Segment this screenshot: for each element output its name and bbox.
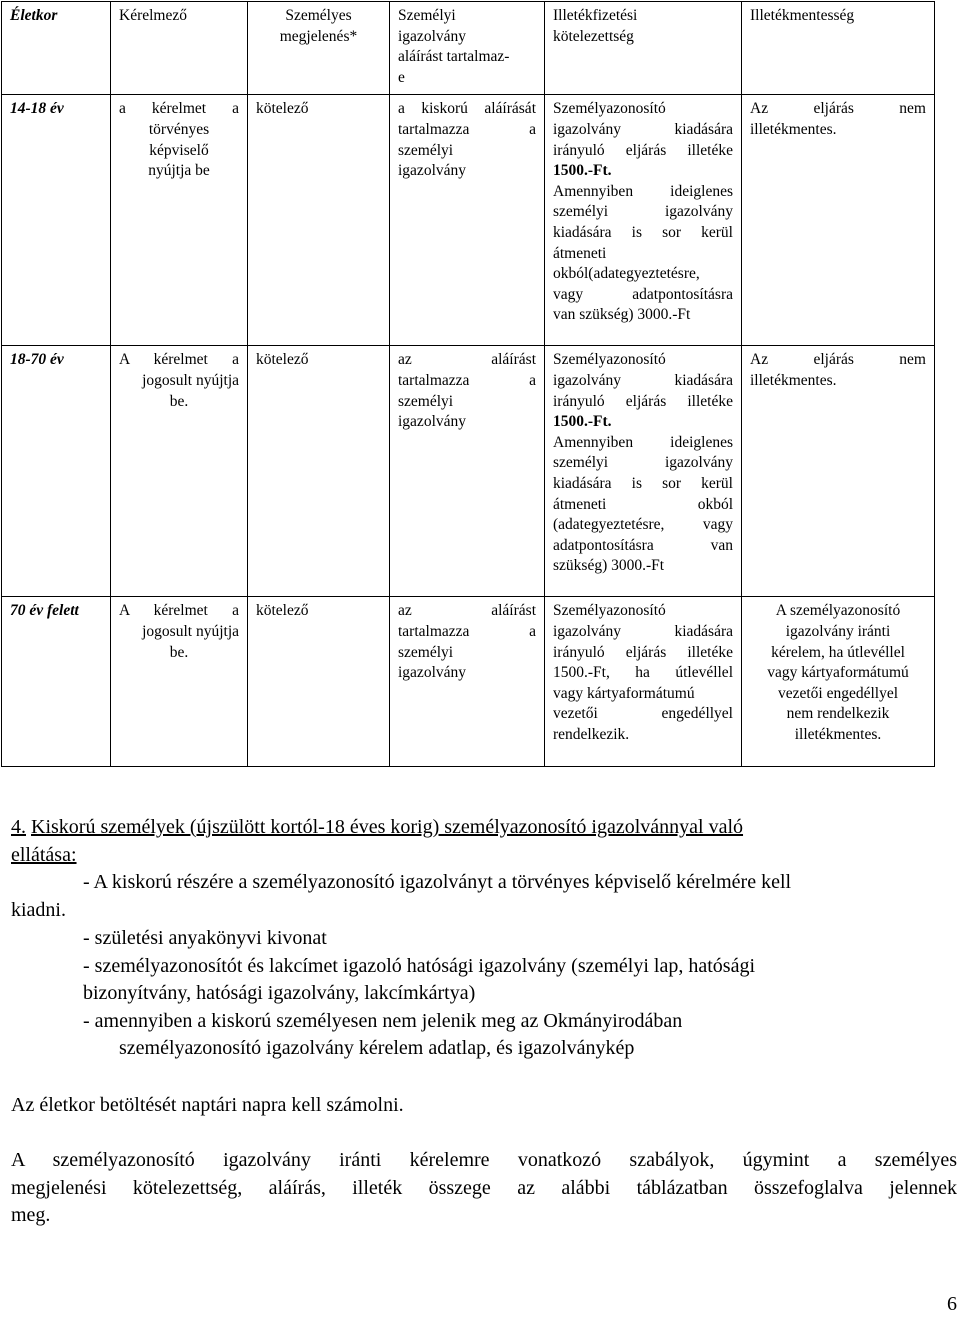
row-exemption: A személyazonosító igazolvány iránti kérelem, ha útlevéllel vagy kártyaformátumú vezetői engedéllyel nem rendelkezik illetékmentes. — [742, 597, 935, 767]
note-text: meg. — [11, 1204, 51, 1226]
header-appearance: Személyes megjelenés* — [248, 2, 390, 95]
requirements-table — [1, 1, 935, 767]
row-age: 18-70 év — [2, 346, 111, 597]
header-exemption: Illetékmentesség — [742, 2, 935, 95]
row-signature: a kiskorú aláírását tartalmazza a személyi igazolvány — [390, 95, 545, 346]
row-signature: az aláírást tartalmazza a személyi igazolvány — [390, 597, 545, 767]
header-fee: Illetékfizetési kötelezettség — [545, 2, 742, 95]
header-age: Életkor — [2, 2, 111, 95]
row-appearance: kötelező — [248, 597, 390, 767]
section-title-cont: ellátása: — [11, 843, 77, 866]
table-header-row — [2, 2, 935, 95]
table-row — [2, 346, 935, 597]
row-fee: Személyazonosító igazolvány kiadására irányuló eljárás illetéke 1500.-Ft. Amennyiben ideiglenes személyi igazolvány kiadására is sor kerül átmeneti okból(adategyeztetésre, vagy adatpontosításra van szükség) 3000.-Ft — [545, 95, 742, 346]
section-intro — [11, 869, 947, 924]
row-exemption: Az eljárás nem illetékmentes. — [742, 346, 935, 597]
intro-line: - A kiskorú részére a személyazonosító igazolványt a törvényes képviselő kérelmére kell — [83, 871, 792, 893]
note-text: Az életkor betöltését naptári napra kell számolni. — [11, 1094, 404, 1116]
note-rules — [11, 1147, 957, 1230]
row-applicant: A kérelmet a jogosult nyújtja be. — [111, 597, 248, 767]
row-applicant: a kérelmet a törvényes képviselő nyújtja be — [111, 95, 248, 346]
row-age: 70 év felett — [2, 597, 111, 767]
table-row — [2, 95, 935, 346]
section-number: 4. — [11, 816, 26, 838]
row-age: 14-18 év — [2, 95, 111, 346]
row-appearance: kötelező — [248, 95, 390, 346]
note-age — [11, 1092, 947, 1120]
header-applicant: Kérelmező — [111, 2, 248, 95]
note-text: A személyazonosító igazolvány iránti kérelemre vonatkozó szabályok, úgymint a személyes — [11, 1149, 957, 1171]
list-item: - születési anyakönyvi kivonat — [83, 927, 327, 949]
note-text: megjelenési kötelezettség, aláírás, illeték összege az alábbi táblázatban összefoglalva jelennek — [11, 1176, 957, 1199]
list-item-cont: személyazonosító igazolvány kérelem adatlap, és igazolványkép — [119, 1037, 635, 1059]
row-signature: az aláírást tartalmazza a személyi igazolvány — [390, 346, 545, 597]
row-appearance: kötelező — [248, 346, 390, 597]
list-item: - személyazonosítót és lakcímet igazoló hatósági igazolvány (személyi lap, hatósági — [83, 954, 756, 977]
page-number: 6 — [947, 1293, 957, 1315]
list-item-cont: bizonyítvány, hatósági igazolvány, lakcímkártya) — [83, 982, 476, 1004]
row-fee: Személyazonosító igazolvány kiadására irányuló eljárás illetéke 1500.-Ft, ha útlevéllel vagy kártyaformátumú vezetői engedéllyel rendelkezik. — [545, 597, 742, 767]
intro-line: kiadni. — [11, 898, 66, 921]
section-title: Kiskorú személyek (újszülött kortól-18 éves korig) személyazonosító igazolvánnyal való — [31, 816, 744, 838]
section-heading — [11, 814, 947, 869]
requirement-list — [11, 925, 947, 1063]
row-applicant: A kérelmet a jogosult nyújtja be. — [111, 346, 248, 597]
row-exemption: Az eljárás nem illetékmentes. — [742, 95, 935, 346]
row-fee: Személyazonosító igazolvány kiadására irányuló eljárás illetéke 1500.-Ft. Amennyiben ideiglenes személyi igazolvány kiadására is sor kerül átmeneti okból (adategyeztetésre, vagy adatpontosításra van szükség) 3000.-Ft — [545, 346, 742, 597]
header-signature: Személyi igazolvány aláírást tartalmaz- e — [390, 2, 545, 95]
list-item: - amennyiben a kiskorú személyesen nem jelenik meg az Okmányirodában — [83, 1009, 683, 1032]
table-row — [2, 597, 935, 767]
